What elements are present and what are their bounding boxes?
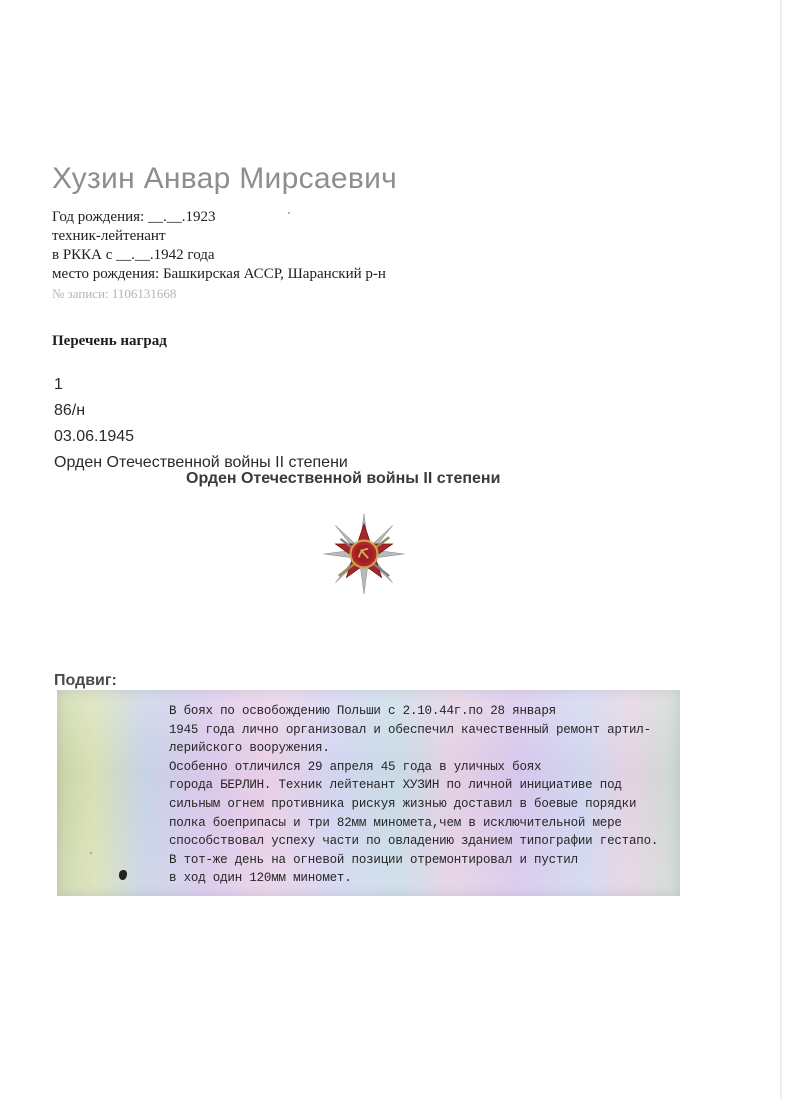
birth-year: Год рождения: __.__.1923 (52, 209, 216, 225)
page-edge (780, 0, 782, 1099)
feat-scan (57, 690, 680, 896)
award-item (54, 372, 348, 476)
feat-line: города БЕРЛИН. Техник лейтенант ХУЗИН по личной инициативе под (169, 778, 622, 793)
award-name: Орден Отечественной войны II степени (54, 454, 348, 471)
award-document: 86/н (54, 402, 86, 419)
record-number: № записи: 1106131668 (52, 286, 177, 301)
feat-heading: Подвиг: (54, 672, 117, 689)
feat-line: 1945 года лично организовал и обеспечил качественный ремонт артил- (169, 722, 651, 737)
feat-text (169, 702, 669, 888)
award-title: Орден Отечественной войны II степени (186, 470, 501, 487)
order-of-patriotic-war-icon (322, 512, 406, 596)
award-date: 03.06.1945 (54, 428, 135, 445)
ink-blot (119, 870, 127, 880)
feat-line: сильным огнем противника рискуя жизнью доставил в боевые порядки (169, 796, 637, 811)
rank: техник-лейтенант (52, 228, 166, 244)
feat-line: в ход один 120мм миномет. (169, 871, 352, 886)
award-number: 1 (54, 376, 63, 393)
person-name: Хузин Анвар Мирсаевич (52, 162, 398, 195)
person-info (52, 208, 386, 303)
feat-line: способствовал успеху части по овладению зданием типографии гестапо. (169, 834, 659, 849)
feat-line: полка боеприпасы и три 82мм миномета,чем в исключительной мере (169, 815, 622, 830)
feat-line: В тот-же день на огневой позиции отремонтировал и пустил (169, 852, 578, 867)
scan-speck (288, 212, 290, 214)
birthplace: место рождения: Башкирская АССР, Шаранский р-н (52, 266, 386, 282)
service-start: в РККА с __.__.1942 года (52, 247, 215, 263)
awards-heading: Перечень наград (52, 333, 167, 349)
scan-speck (90, 852, 92, 854)
feat-line: Особенно отличился 29 апреля 45 года в уличных боях (169, 759, 542, 774)
feat-line: В боях по освобождению Польши с 2.10.44г.по 28 января (169, 704, 556, 718)
feat-line: лерийского вооружения. (169, 741, 330, 756)
